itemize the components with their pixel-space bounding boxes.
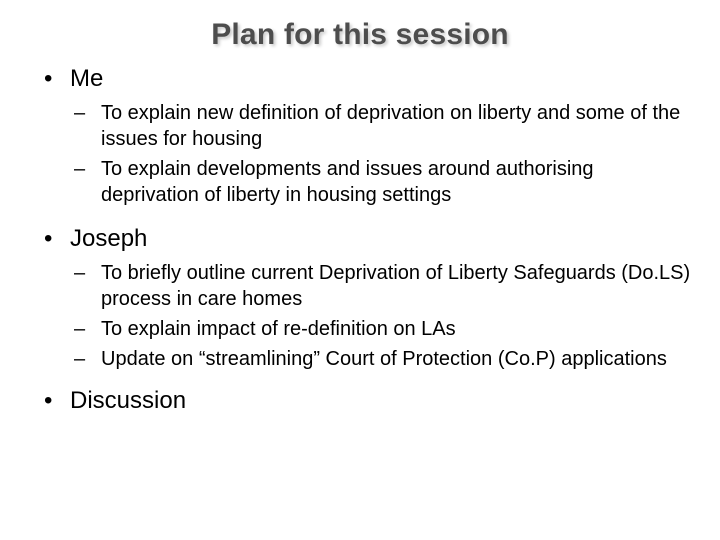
sub-list-me: [44, 100, 694, 208]
sub-item: [44, 346, 694, 372]
slide-body: [44, 64, 694, 416]
slide-title: Plan for this session: [211, 18, 509, 51]
sub-item: [44, 260, 694, 312]
dash-icon: –: [74, 318, 86, 340]
sub-item: [44, 316, 694, 342]
bullet-heading: Joseph: [70, 225, 148, 252]
bullet-dot-icon: •: [44, 387, 53, 414]
sub-list-joseph: [44, 260, 694, 372]
bullet-heading: Discussion: [70, 387, 187, 414]
sub-item-text: To explain impact of re-definition on LAs: [101, 318, 456, 340]
dash-icon: –: [74, 348, 86, 370]
sub-item: [44, 100, 694, 152]
bullet-dot-icon: •: [44, 65, 53, 92]
bullet-joseph: [44, 224, 694, 254]
sub-item-text: To briefly outline current Deprivation of Liberty Safeguards (Do.LS) process in care homes: [101, 262, 691, 310]
sub-item-text: To explain developments and issues around authorising deprivation of liberty in housing settings: [101, 158, 594, 206]
sub-item: [44, 156, 694, 208]
bullet-me: [44, 64, 694, 94]
dash-icon: –: [74, 158, 86, 180]
bullet-heading: Me: [70, 65, 104, 92]
sub-item-text: To explain new definition of deprivation on liberty and some of the issues for housing: [101, 102, 681, 150]
bullet-dot-icon: •: [44, 225, 53, 252]
sub-item-text: Update on “streamlining” Court of Protection (Co.P) applications: [101, 348, 667, 370]
bullet-discussion: [44, 386, 694, 416]
dash-icon: –: [74, 102, 86, 124]
dash-icon: –: [74, 262, 86, 284]
